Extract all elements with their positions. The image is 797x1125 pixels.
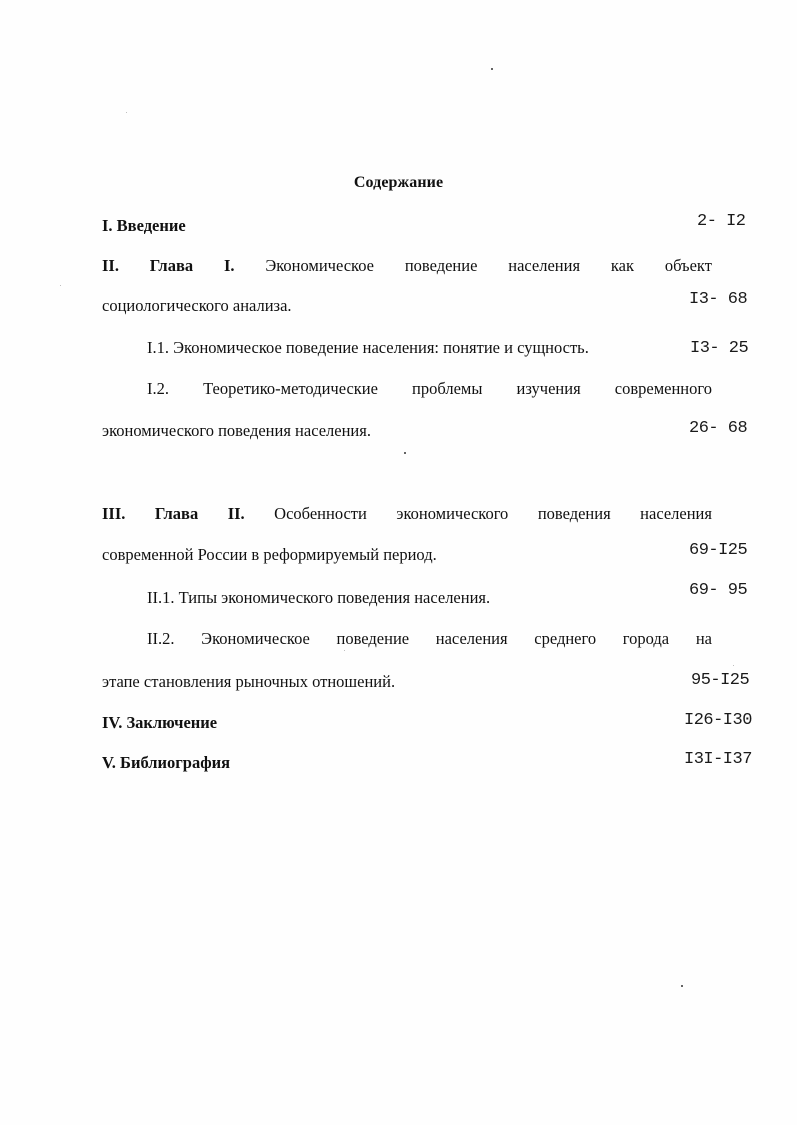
toc-word: II. (227, 504, 245, 523)
toc-word: объект (664, 256, 712, 275)
toc-entry-chapter-1-line2: социологического анализа. (102, 296, 292, 315)
toc-word: среднего (534, 629, 597, 648)
toc-entry-section-2-2 (147, 629, 712, 649)
toc-word: на (695, 629, 712, 648)
toc-entry-section-1-2-line2: экономического поведения населения. (102, 421, 371, 440)
toc-word: I.2. (147, 379, 169, 398)
toc-word: II.2. (147, 629, 175, 648)
toc-pages-chapter-1: I3- 68 (689, 290, 748, 309)
scan-speck (60, 285, 61, 286)
toc-word: I. (223, 256, 235, 275)
toc-word: Экономическое (265, 256, 374, 275)
toc-word: поведения (537, 504, 611, 523)
toc-word: Теоретико-методические (203, 379, 378, 398)
toc-word: поведение (336, 629, 410, 648)
scan-speck (733, 665, 734, 666)
toc-pages-section-2-1: 69- 95 (689, 581, 748, 600)
page-title: Содержание (353, 174, 444, 191)
toc-word: поведение (404, 256, 478, 275)
toc-entry-section-2-1: II.1. Типы экономического поведения населения. (147, 588, 491, 607)
toc-entry-chapter-2-line2: современной России в реформируемый период. (102, 545, 437, 564)
toc-word: II. (102, 256, 119, 275)
toc-word: города (622, 629, 670, 648)
toc-word: населения (435, 629, 508, 648)
scan-speck (344, 650, 345, 651)
toc-word: изучения (516, 379, 581, 398)
toc-word: населения (640, 504, 712, 523)
toc-word: Глава (149, 256, 194, 275)
toc-word: проблемы (412, 379, 483, 398)
toc-entry-bibliography: V. Библиография (102, 753, 231, 772)
toc-word: III. (102, 504, 126, 523)
toc-pages-conclusion: I26-I30 (684, 711, 752, 730)
toc-entry-section-1-2 (147, 379, 712, 399)
toc-entry-section-1-1: I.1. Экономическое поведение населения: понятие и сущность. (147, 338, 589, 357)
toc-pages-section-1-1: I3- 25 (690, 339, 749, 358)
scan-speck (126, 112, 127, 113)
scan-speck (681, 985, 683, 987)
toc-word: Особенности (274, 504, 367, 523)
toc-pages-section-2-2: 95-I25 (691, 671, 750, 690)
toc-entry-chapter-2 (102, 504, 712, 524)
toc-word: Глава (154, 504, 199, 523)
scan-speck (404, 452, 406, 454)
toc-word: экономического (396, 504, 509, 523)
toc-entry-section-2-2-line2: этапе становления рыночных отношений. (102, 672, 396, 691)
toc-word: как (610, 256, 634, 275)
toc-word: современного (614, 379, 712, 398)
toc-entry-conclusion: IV. Заключение (102, 713, 218, 732)
toc-word: Экономическое (201, 629, 310, 648)
scan-speck (491, 68, 493, 70)
toc-word: населения (508, 256, 581, 275)
toc-pages-section-1-2: 26- 68 (689, 419, 748, 438)
toc-pages-introduction: 2- I2 (697, 212, 746, 231)
toc-entry-chapter-1 (102, 256, 712, 276)
toc-entry-introduction: I. Введение (102, 216, 186, 235)
toc-pages-bibliography: I3I-I37 (684, 750, 752, 769)
toc-pages-chapter-2: 69-I25 (689, 541, 748, 560)
